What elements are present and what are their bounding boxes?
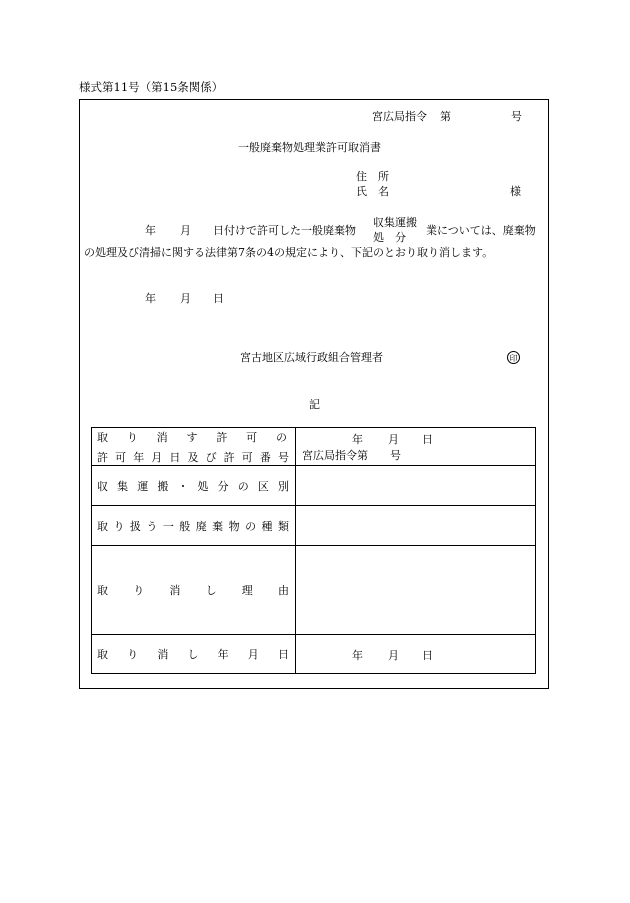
table-row [92,506,536,546]
issuer-name: 宮古地区広域行政組合管理者 [240,351,383,364]
row1-permit-number: 宮広局指令第 号 [302,448,401,462]
row1-value [296,428,536,466]
body-month: 月 [180,224,191,237]
body-line2: の処理及び清掃に関する法律第7条の4の規定により、下記のとおり取り消します。 [84,246,494,259]
row2-value [296,466,536,506]
form-label: 様式第11号（第15条関係） [79,80,224,94]
issue-year: 年 [145,292,156,305]
row4-label: 取 り 消 し 理 由 [92,546,296,635]
table-row [92,466,536,506]
ki-heading: 記 [309,398,320,411]
ref-go: 号 [511,110,522,123]
row5-date: 年 月 日 [352,649,433,662]
body-line1-tail: 業については、廃棄物 [426,224,536,237]
row2-label: 収 集 運 搬 ・ 処 分 の 区 別 [92,466,296,506]
table-row [92,428,536,466]
document-title: 一般廃棄物処理業許可取消書 [238,141,381,154]
ref-prefix: 宮広局指令 [372,110,427,123]
row1-label-line2: 許 可 年 月 日 及 び 許 可 番 号 [97,450,289,464]
body-year: 年 [145,224,156,237]
row5-label: 取 り 消 し 年 月 日 [92,635,296,674]
name-label: 氏 名 [356,185,389,198]
row1-label-line1: 取 り 消 す 許 可 の [97,430,287,444]
row4-value [296,546,536,635]
issue-month: 月 [180,292,191,305]
revocation-table [91,427,536,674]
seal-icon: 印 [507,351,520,364]
body-day-text: 日付けで許可した一般廃棄物 [213,224,356,237]
issue-day: 日 [213,292,224,305]
row3-value [296,506,536,546]
business-upper: 収集運搬 [373,216,417,229]
honorific: 様 [510,185,521,198]
address-label: 住 所 [356,170,389,183]
row3-label: 取 り 扱 う 一 般 廃 棄 物 の 種 類 [92,506,296,546]
table-row [92,546,536,635]
row1-date: 年 月 日 [352,432,433,446]
ref-dai: 第 [440,110,451,123]
row5-value [296,635,536,674]
business-lower: 処 分 [373,231,406,244]
table-row [92,635,536,674]
row1-label [92,428,296,466]
